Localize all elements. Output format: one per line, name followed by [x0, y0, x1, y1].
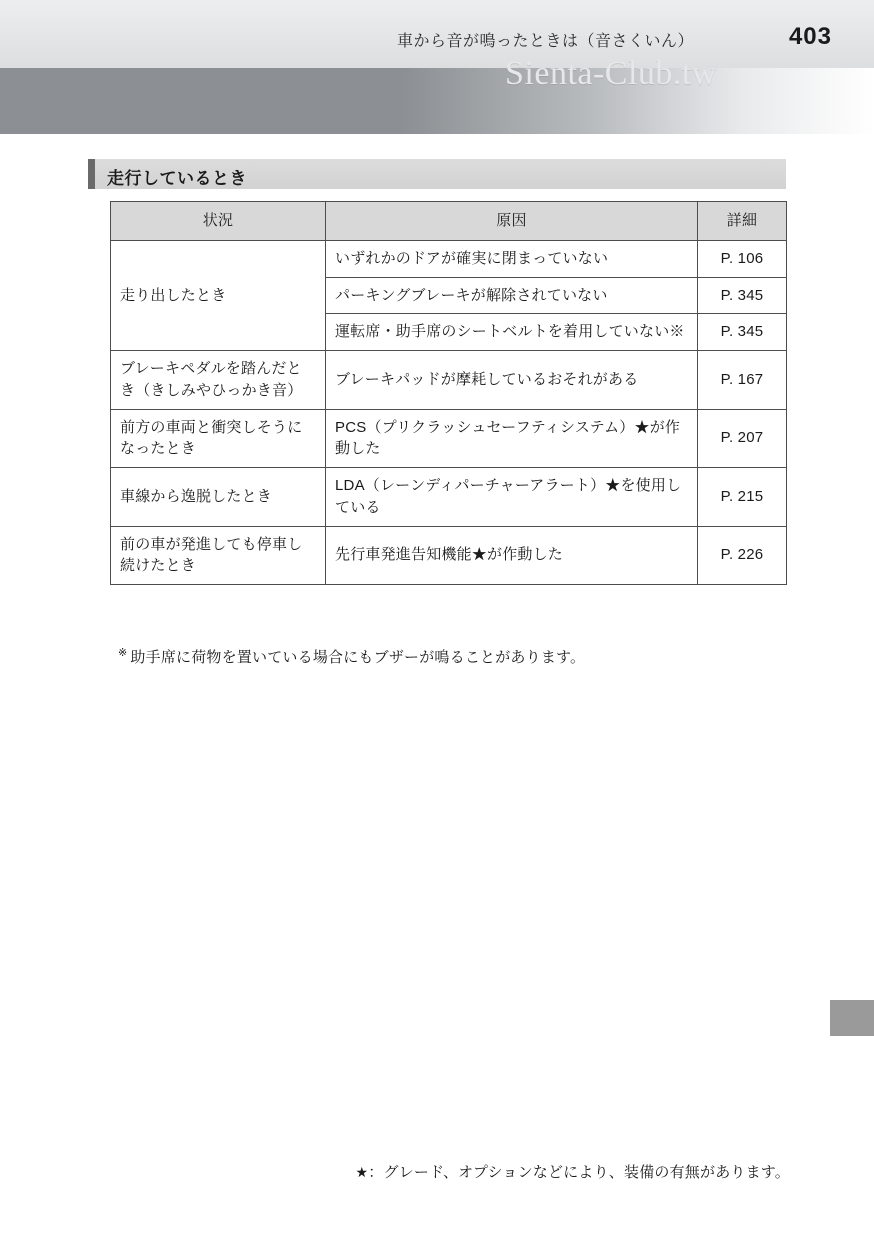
table-body	[111, 240, 787, 584]
symptom-table-wrap	[110, 201, 786, 585]
header-title: 車から音が鳴ったときは（音さくいん）	[396, 33, 694, 50]
cause-cell: LDA（レーンディパーチャーアラート）★を使用している	[326, 468, 698, 527]
bottom-note	[356, 1161, 790, 1182]
star-icon: ★	[355, 1164, 369, 1180]
table-row	[111, 409, 787, 468]
situation-cell: 前方の車両と衝突しそうになったとき	[111, 409, 326, 468]
situation-cell: 車線から逸脱したとき	[111, 468, 326, 527]
column-header-situation: 状況	[111, 202, 326, 241]
table-row	[111, 468, 787, 527]
section-heading-label: 走行しているとき	[107, 169, 247, 188]
side-tab-marker	[830, 1000, 874, 1036]
situation-cell: ブレーキペダルを踏んだとき（きしみやひっかき音）	[111, 351, 326, 410]
page-number: 403	[788, 23, 832, 50]
cause-cell: ブレーキパッドが摩耗しているおそれがある	[326, 351, 698, 410]
detail-cell: P. 345	[698, 277, 787, 314]
cause-cell: パーキングブレーキが解除されていない	[326, 277, 698, 314]
detail-cell: P. 215	[698, 468, 787, 527]
column-header-detail: 詳細	[698, 202, 787, 241]
cause-cell: PCS（プリクラッシュセーフティシステム）★が作動した	[326, 409, 698, 468]
footnote-text: 助手席に荷物を置いている場合にもブザーが鳴ることがあります。	[130, 649, 586, 666]
detail-cell: P. 345	[698, 314, 787, 351]
bottom-note-text: ：グレード、オプションなどにより、装備の有無があります。	[368, 1164, 790, 1181]
table-header-row	[111, 202, 787, 241]
cause-cell: 運転席・助手席のシートベルトを着用していない※	[326, 314, 698, 351]
column-header-cause: 原因	[326, 202, 698, 241]
symptom-table	[110, 201, 787, 585]
table-head	[111, 202, 787, 241]
situation-cell: 前の車が発進しても停車し続けたとき	[111, 526, 326, 585]
page-header	[0, 0, 874, 68]
watermark: Sienta-Club.tw	[505, 55, 717, 92]
table-row	[111, 240, 787, 277]
table-row	[111, 526, 787, 585]
table-row	[111, 351, 787, 410]
header-gradient-bar	[0, 68, 874, 134]
detail-cell: P. 167	[698, 351, 787, 410]
situation-cell: 走り出したとき	[111, 240, 326, 350]
section-heading	[88, 159, 786, 189]
table-footnote	[118, 646, 585, 667]
detail-cell: P. 226	[698, 526, 787, 585]
cause-cell: 先行車発進告知機能★が作動した	[326, 526, 698, 585]
cause-cell: いずれかのドアが確実に閉まっていない	[326, 240, 698, 277]
detail-cell: P. 106	[698, 240, 787, 277]
footnote-mark: ※	[118, 647, 128, 659]
detail-cell: P. 207	[698, 409, 787, 468]
